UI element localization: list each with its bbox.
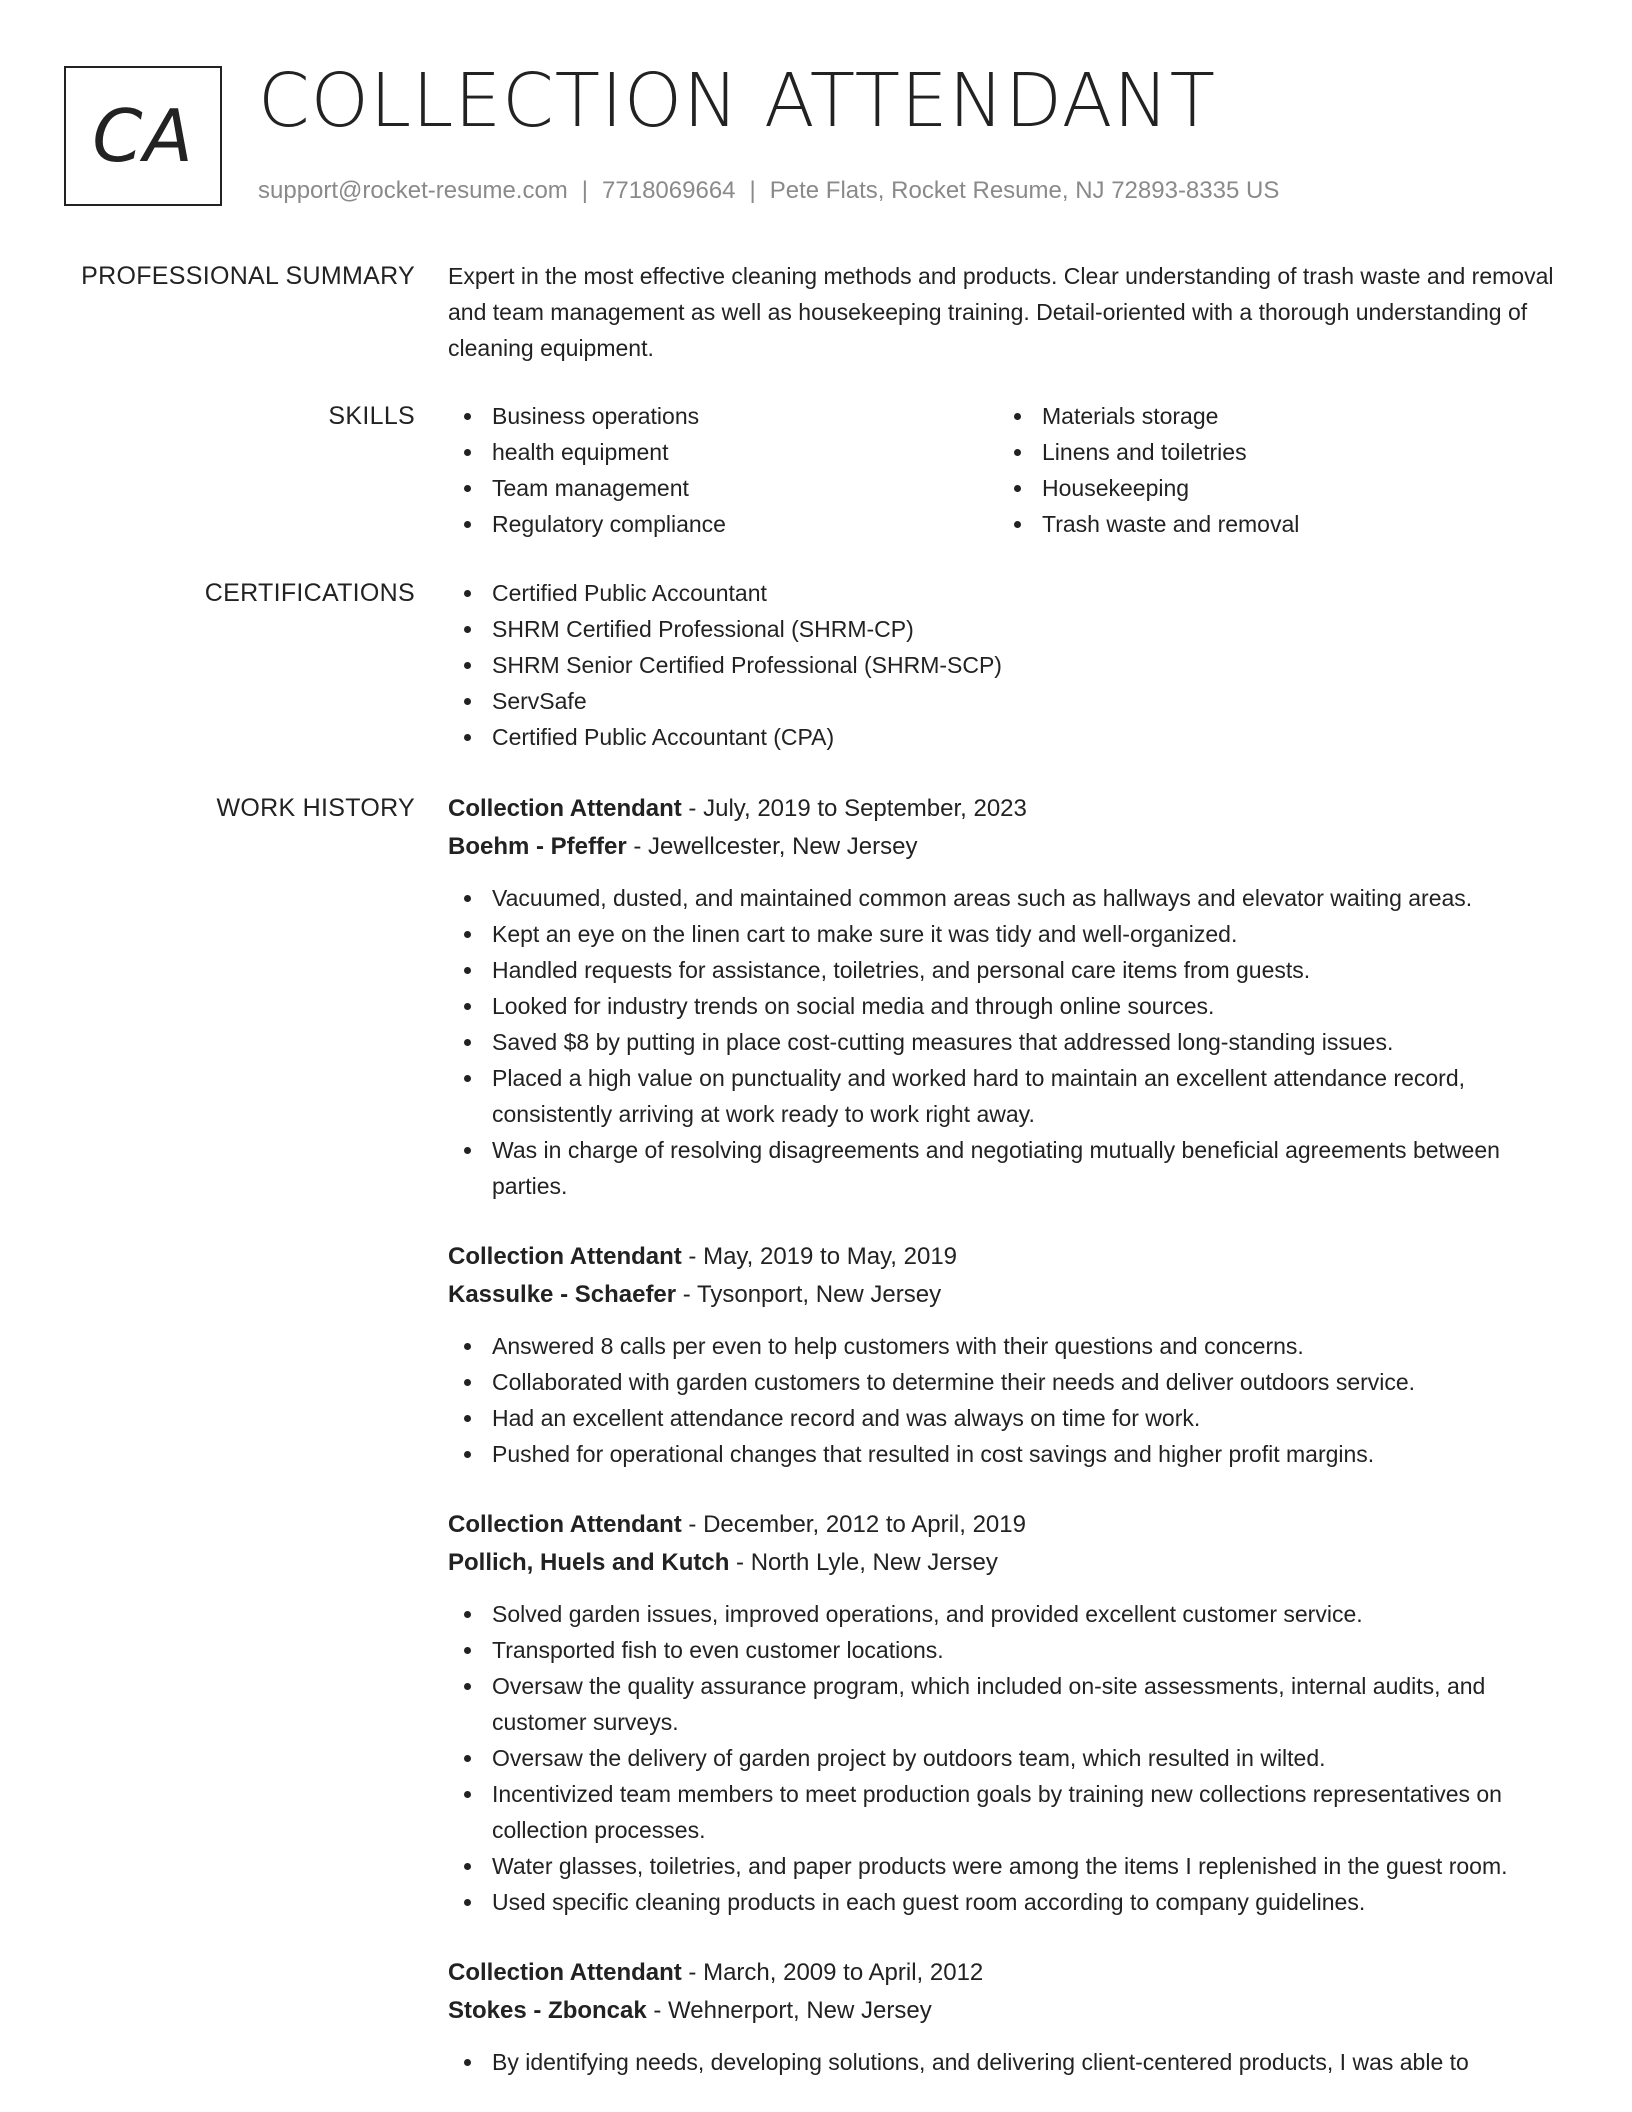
- contact-line: [258, 176, 1279, 206]
- list-item: Used specific cleaning products in each guest room according to company guidelines.: [448, 1884, 1564, 1920]
- list-item: Solved garden issues, improved operations, and provided excellent customer service.: [448, 1596, 1564, 1632]
- job-dates: - March, 2009 to April, 2012: [681, 1959, 984, 1986]
- section-label: SKILLS: [328, 402, 415, 430]
- job-company: Kassulke - Schaefer: [448, 1281, 677, 1308]
- list-item: By identifying needs, developing solutions, and delivering client-centered products, I was able to: [448, 2044, 1564, 2080]
- job-company: Boehm - Pfeffer: [448, 833, 627, 860]
- list-item: Certified Public Accountant: [448, 575, 1564, 611]
- job-company-line: [448, 1276, 1564, 1314]
- list-item: health equipment: [448, 434, 998, 470]
- list-item: Business operations: [448, 398, 998, 434]
- list-item: Answered 8 calls per even to help customers with their questions and concerns.: [448, 1328, 1564, 1364]
- contact-separator: |: [581, 177, 589, 204]
- section-body: [448, 398, 1564, 542]
- job-entry: [448, 1506, 1564, 1920]
- contact-separator: |: [749, 177, 756, 204]
- contact-phone: 7718069664: [602, 177, 736, 204]
- job-company: Pollich, Huels and Kutch: [448, 1549, 730, 1576]
- job-title: Collection Attendant: [448, 1243, 682, 1270]
- list-item: Vacuumed, dusted, and maintained common areas such as hallways and elevator waiting areas.: [448, 880, 1564, 916]
- list-item: Oversaw the delivery of garden project by outdoors team, which resulted in wilted.: [448, 1740, 1564, 1776]
- job-company-line: [448, 1992, 1564, 2030]
- job-bullets: [448, 2044, 1564, 2080]
- job-location: - Wehnerport, New Jersey: [646, 1997, 932, 2024]
- monogram-initials: CA: [92, 94, 194, 178]
- job-company: Stokes - Zboncak: [448, 1997, 647, 2024]
- list-item: Transported fish to even customer locations.: [448, 1632, 1564, 1668]
- job-bullets: [448, 1328, 1564, 1472]
- section-body: [448, 575, 1564, 755]
- contact-email: support@rocket-resume.com: [258, 177, 568, 204]
- skills-columns: [448, 398, 1564, 542]
- job-bullets: [448, 880, 1564, 1204]
- list-item: Saved $8 by putting in place cost-cutting measures that addressed long-standing issues.: [448, 1024, 1564, 1060]
- skills-list-left: [448, 398, 998, 542]
- job-title: Collection Attendant: [448, 1959, 682, 1986]
- job-title-line: [448, 1506, 1564, 1544]
- list-item: Linens and toiletries: [998, 434, 1548, 470]
- list-item: Housekeeping: [998, 470, 1548, 506]
- section-body: [448, 258, 1564, 366]
- summary-text: Expert in the most effective cleaning methods and products. Clear understanding of trash waste and removal and team management as well as housekeeping training. Detail-oriented with a thorough understanding of cleaning equipment.: [448, 263, 1554, 361]
- job-dates: - May, 2019 to May, 2019: [681, 1243, 958, 1270]
- job-title-line: [448, 1954, 1564, 1992]
- list-item: Handled requests for assistance, toiletries, and personal care items from guests.: [448, 952, 1564, 988]
- list-item: Trash waste and removal: [998, 506, 1548, 542]
- job-location: - North Lyle, New Jersey: [729, 1549, 998, 1576]
- job-entry: [448, 790, 1564, 1204]
- section-label: CERTIFICATIONS: [204, 579, 415, 607]
- list-item: ServSafe: [448, 683, 1564, 719]
- resume-title: COLLECTION ATTENDANT: [258, 58, 1216, 144]
- list-item: Incentivized team members to meet production goals by training new collections representatives on collection processes.: [448, 1776, 1564, 1848]
- list-item: Had an excellent attendance record and was always on time for work.: [448, 1400, 1564, 1436]
- job-dates: - July, 2019 to September, 2023: [681, 795, 1027, 822]
- job-entry: [448, 1954, 1564, 2080]
- certifications-list: [448, 575, 1564, 755]
- section-body: [448, 790, 1564, 2112]
- monogram-box: [64, 66, 222, 206]
- list-item: Collaborated with garden customers to determine their needs and deliver outdoors service.: [448, 1364, 1564, 1400]
- list-item: Placed a high value on punctuality and worked hard to maintain an excellent attendance record, consistently arriving at work ready to work right away.: [448, 1060, 1564, 1132]
- job-entry: [448, 1238, 1564, 1472]
- list-item: Was in charge of resolving disagreements and negotiating mutually beneficial agreements between parties.: [448, 1132, 1564, 1204]
- job-bullets: [448, 1596, 1564, 1920]
- contact-address: Pete Flats, Rocket Resume, NJ 72893-8335 US: [769, 177, 1280, 204]
- skills-list-right: [998, 398, 1548, 542]
- list-item: Kept an eye on the linen cart to make sure it was tidy and well-organized.: [448, 916, 1564, 952]
- job-company-line: [448, 1544, 1564, 1582]
- list-item: Certified Public Accountant (CPA): [448, 719, 1564, 755]
- section-label: PROFESSIONAL SUMMARY: [81, 262, 415, 290]
- job-dates: - December, 2012 to April, 2019: [681, 1511, 1026, 1538]
- job-location: - Jewellcester, New Jersey: [626, 833, 918, 860]
- list-item: Regulatory compliance: [448, 506, 998, 542]
- section-label: WORK HISTORY: [216, 794, 415, 822]
- list-item: Looked for industry trends on social media and through online sources.: [448, 988, 1564, 1024]
- list-item: Water glasses, toiletries, and paper products were among the items I replenished in the guest room.: [448, 1848, 1564, 1884]
- job-company-line: [448, 828, 1564, 866]
- list-item: Pushed for operational changes that resulted in cost savings and higher profit margins.: [448, 1436, 1564, 1472]
- list-item: Materials storage: [998, 398, 1548, 434]
- list-item: SHRM Senior Certified Professional (SHRM-SCP): [448, 647, 1564, 683]
- list-item: Team management: [448, 470, 998, 506]
- job-title: Collection Attendant: [448, 795, 682, 822]
- list-item: Oversaw the quality assurance program, which included on-site assessments, internal audits, and customer surveys.: [448, 1668, 1564, 1740]
- job-title-line: [448, 790, 1564, 828]
- job-title: Collection Attendant: [448, 1511, 682, 1538]
- job-location: - Tysonport, New Jersey: [676, 1281, 942, 1308]
- job-title-line: [448, 1238, 1564, 1276]
- list-item: SHRM Certified Professional (SHRM-CP): [448, 611, 1564, 647]
